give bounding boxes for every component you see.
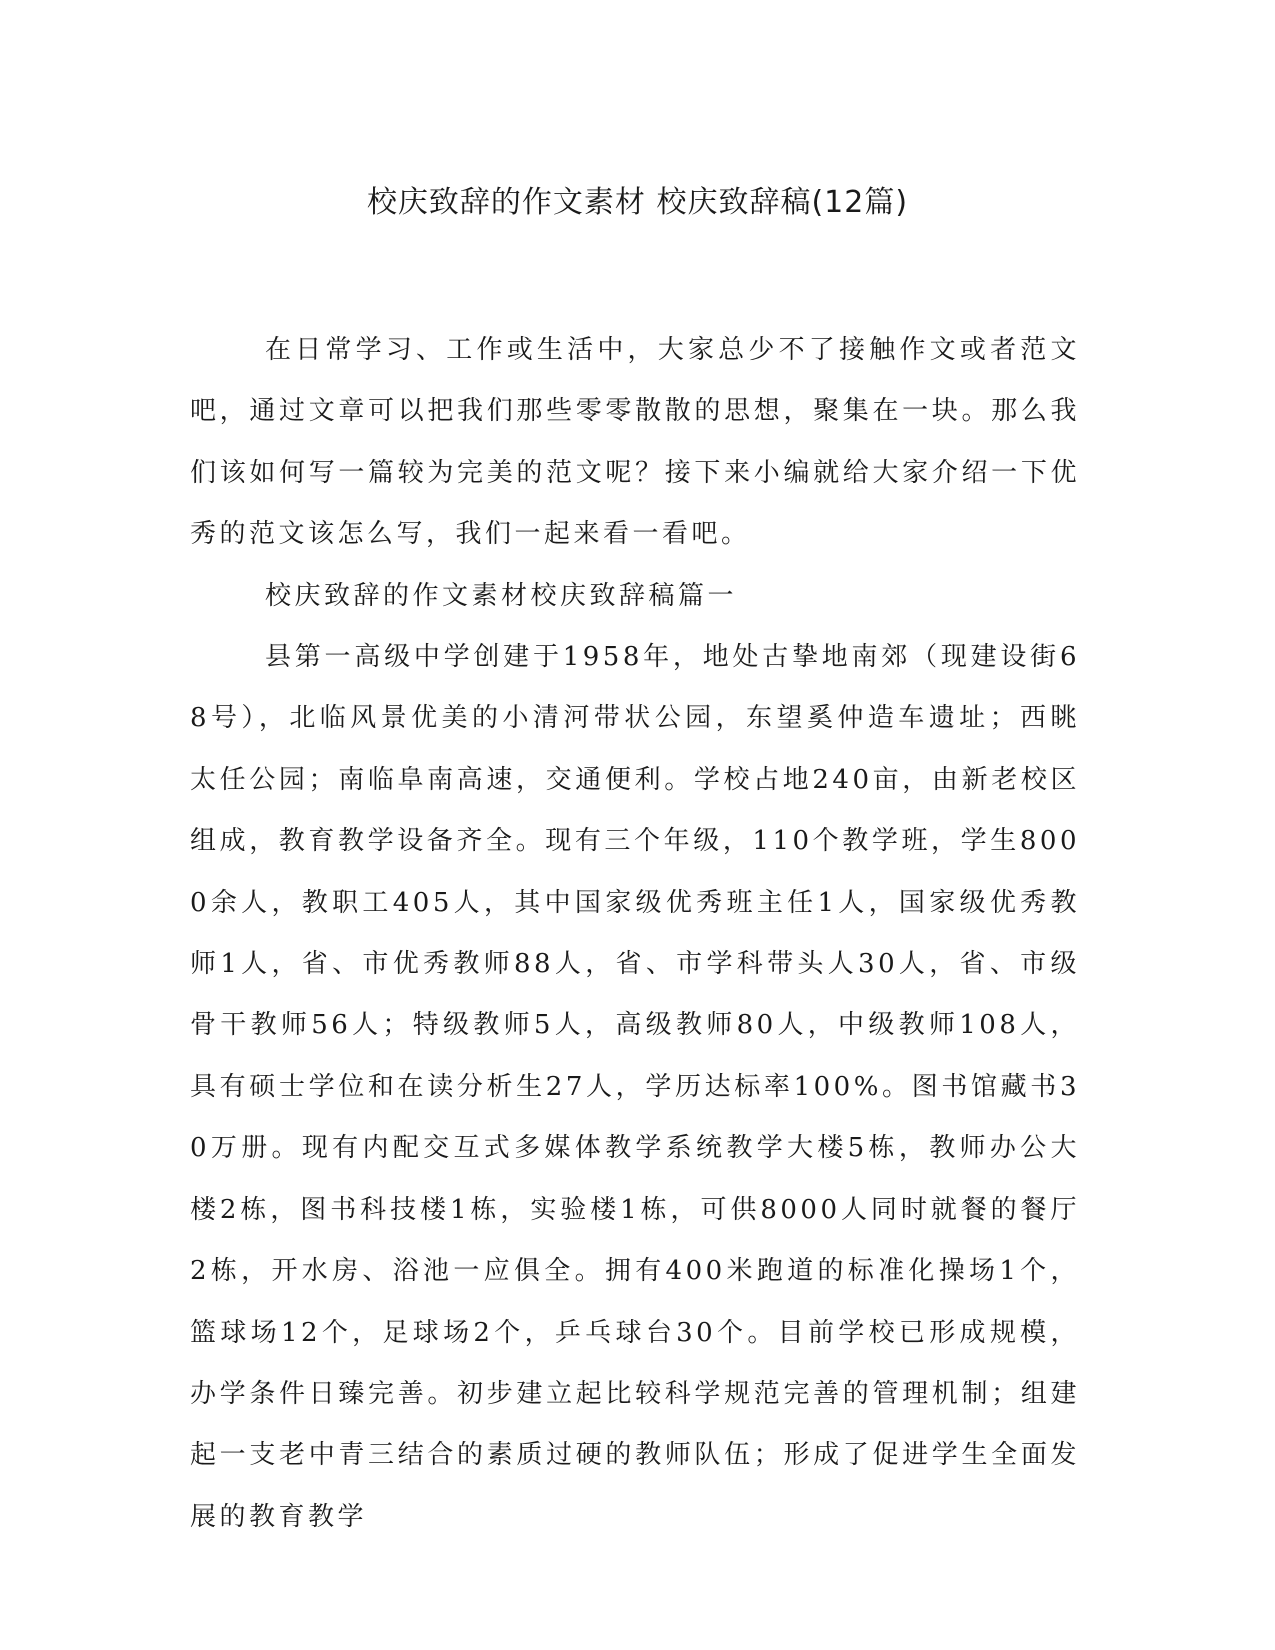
body-paragraph: 县第一高级中学创建于1958年，地处古挚地南郊（现建设街68号），北临风景优美的小清河带状公园，东望奚仲造车遗址；西眺太任公园；南临阜南高速，交通便利。学校占地240亩，由新老校区组成，教育教学设备齐全。现有三个年级，110个教学班，学生8000余人，教职工405人，其中国家级优秀班主任1人，国家级优秀教师1人，省、市优秀教师88人，省、市学科带头人30人，省、市级骨干教师56人；特级教师5人，高级教师80人，中级教师108人，具有硕士学位和在读分析生27人，学历达标率100%。图书馆藏书30万册。现有内配交互式多媒体教学系统教学大楼5栋，教师办公大楼2栋，图书科技楼1栋，实验楼1栋，可供8000人同时就餐的餐厅2栋，开水房、浴池一应俱全。拥有400米跑道的标准化操场1个，篮球场12个，足球场2个，乒乓球台30个。目前学校已形成规模，办学条件日臻完善。初步建立起比较科学规范完善的管理机制；组建起一支老中青三结合的素质过硬的教师队伍；形成了促进学生全面发展的教育教学 <box>190 642 1080 1532</box>
intro-paragraph: 在日常学习、工作或生活中，大家总少不了接触作文或者范文吧，通过文章可以把我们那些零零散散的思想，聚集在一块。那么我们该如何写一篇较为完美的范文呢？接下来小编就给大家介绍一下优秀的范文该怎么写，我们一起来看一看吧。 <box>190 335 1080 550</box>
section-heading: 校庆致辞的作文素材校庆致辞稿篇一 <box>265 580 738 611</box>
document-title: 校庆致辞的作文素材 校庆致辞稿(12篇) <box>366 185 909 220</box>
document-body <box>190 320 1080 1548</box>
